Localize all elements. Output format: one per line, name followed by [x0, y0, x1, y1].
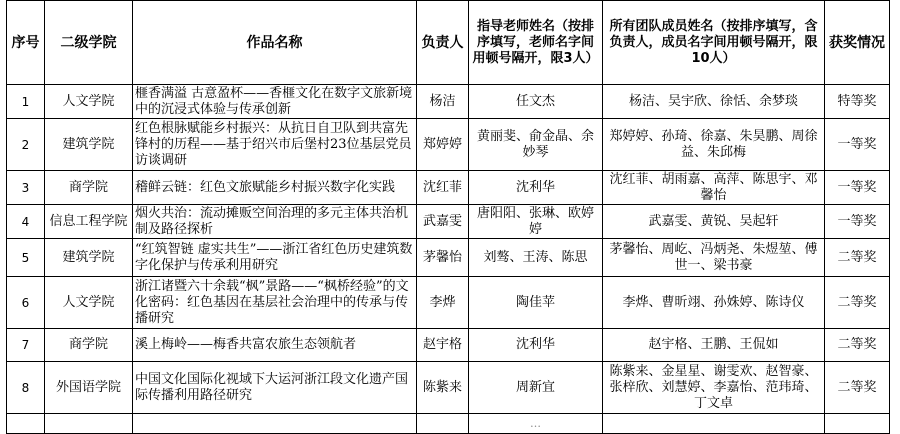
row-work: 浙江诸暨六十余载“枫”景路——“枫桥经验”的文化密码：红色基因在基层社会治理中的传承与传播研究	[133, 277, 417, 329]
row-college: 人文学院	[45, 277, 133, 329]
row-members: 杨洁、吴宇欣、徐恬、余梦琰	[603, 85, 825, 119]
row-index: 8	[7, 362, 45, 414]
table-row	[7, 119, 890, 171]
row-index: 4	[7, 205, 45, 239]
row-college: 建筑学院	[45, 119, 133, 171]
row-index: 7	[7, 329, 45, 362]
row-advisor: 沈利华	[469, 329, 603, 362]
row-members: 郑婷婷、孙琦、徐嘉、朱昊鹏、周徐益、朱邱梅	[603, 119, 825, 171]
row-college: 人文学院	[45, 85, 133, 119]
header-college: 二级学院	[45, 1, 133, 85]
row-award: 一等奖	[825, 119, 890, 171]
header-members: 所有团队成员姓名（按排序填写，含负责人，成员名字间用顿号隔开，限10人）	[603, 1, 825, 85]
table-row	[7, 85, 890, 119]
row-index: 5	[7, 239, 45, 277]
partial-cell	[45, 414, 133, 434]
partial-cell	[825, 414, 890, 434]
row-work: 稽鲜云链：红色文旅赋能乡村振兴数字化实践	[133, 171, 417, 205]
row-college: 外国语学院	[45, 362, 133, 414]
row-advisor: 周新宜	[469, 362, 603, 414]
header-work: 作品名称	[133, 1, 417, 85]
row-work: 榧香满溢 古意盈杯——香榧文化在数字文旅新境中的沉浸式体验与传承创新	[133, 85, 417, 119]
row-members: 赵宇格、王鹏、王侃如	[603, 329, 825, 362]
row-award: 特等奖	[825, 85, 890, 119]
row-members: 陈紫来、金星星、谢雯欢、赵智豪、张梓欣、刘慧婷、李嘉怡、范玮琦、丁文卓	[603, 362, 825, 414]
row-advisor: 唐阳阳、张琳、欧婷婷	[469, 205, 603, 239]
awards-table	[6, 0, 890, 434]
row-index: 1	[7, 85, 45, 119]
row-members: 沈红菲、胡雨嘉、高萍、陈思宇、邓馨怡	[603, 171, 825, 205]
row-leader: 赵宇格	[417, 329, 469, 362]
table-row	[7, 329, 890, 362]
row-advisor: 任文杰	[469, 85, 603, 119]
row-advisor: 刘骜、王涛、陈思	[469, 239, 603, 277]
row-work: 烟火共治：流动摊贩空间治理的多元主体共治机制及路径探析	[133, 205, 417, 239]
row-work: “红筑智链 虚实共生”——浙江省红色历史建筑数字化保护与传承利用研究	[133, 239, 417, 277]
row-members: 茅馨怡、周屹、冯炳尧、朱煜堃、傅世一、梁书豪	[603, 239, 825, 277]
row-index: 3	[7, 171, 45, 205]
row-advisor: 沈利华	[469, 171, 603, 205]
table-row	[7, 239, 890, 277]
row-college: 建筑学院	[45, 239, 133, 277]
table-row	[7, 171, 890, 205]
table-row	[7, 277, 890, 329]
row-leader: 李烨	[417, 277, 469, 329]
row-leader: 郑婷婷	[417, 119, 469, 171]
table-row-partial	[7, 414, 890, 434]
header-index: 序号	[7, 1, 45, 85]
partial-cell	[417, 414, 469, 434]
row-work: 中国文化国际化视域下大运河浙江段文化遗产国际传播利用路径研究	[133, 362, 417, 414]
row-leader: 陈紫来	[417, 362, 469, 414]
row-advisor: 陶佳苹	[469, 277, 603, 329]
table-header-row	[7, 1, 890, 85]
row-college: 商学院	[45, 171, 133, 205]
row-leader: 茅馨怡	[417, 239, 469, 277]
row-leader: 沈红菲	[417, 171, 469, 205]
row-leader: 杨洁	[417, 85, 469, 119]
header-leader: 负责人	[417, 1, 469, 85]
row-work: 溪上梅岭——梅香共富农旅生态领航者	[133, 329, 417, 362]
partial-cell	[133, 414, 417, 434]
row-award: 二等奖	[825, 362, 890, 414]
row-index: 2	[7, 119, 45, 171]
row-award: 二等奖	[825, 277, 890, 329]
header-award: 获奖情况	[825, 1, 890, 85]
row-award: 一等奖	[825, 205, 890, 239]
table-row	[7, 205, 890, 239]
row-index: 6	[7, 277, 45, 329]
partial-cell	[603, 414, 825, 434]
row-award: 一等奖	[825, 171, 890, 205]
row-college: 商学院	[45, 329, 133, 362]
partial-cell-text: …	[469, 414, 603, 434]
table-row	[7, 362, 890, 414]
row-award: 二等奖	[825, 329, 890, 362]
row-award: 二等奖	[825, 239, 890, 277]
row-members: 武嘉雯、黄锐、吴起轩	[603, 205, 825, 239]
row-work: 红色根脉赋能乡村振兴：从抗日自卫队到共富先锋村的历程——基于绍兴市后堡村23位基层党员访谈调研	[133, 119, 417, 171]
row-advisor: 黄丽斐、俞金晶、余妙琴	[469, 119, 603, 171]
partial-cell	[7, 414, 45, 434]
row-members: 李烨、曹昕翊、孙姝婷、陈诗仪	[603, 277, 825, 329]
row-college: 信息工程学院	[45, 205, 133, 239]
header-advisor: 指导老师姓名（按排序填写，老师名字间用顿号隔开，限3人）	[469, 1, 603, 85]
row-leader: 武嘉雯	[417, 205, 469, 239]
